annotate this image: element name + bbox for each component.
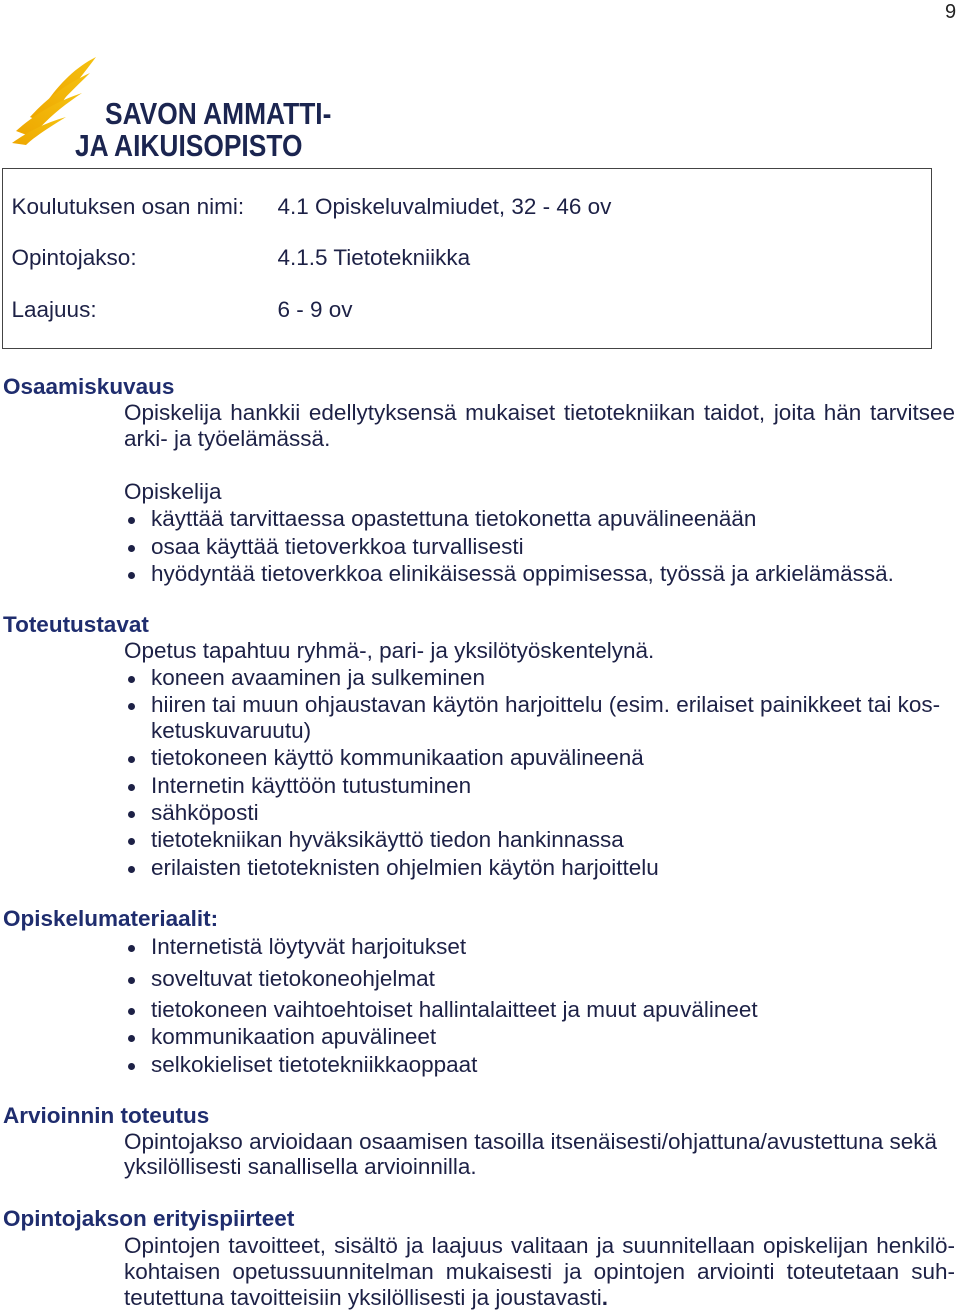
bullet-icon bbox=[128, 838, 135, 845]
bullet-text: tietokoneen vaihtoehtoiset hallintalaitteet ja muut apuvälineet bbox=[151, 997, 758, 1022]
bullet-text: tietokoneen käyttö kommunikaation apuvälineenä bbox=[151, 745, 644, 770]
paragraph-line: Opintojen tavoitteet, sisältö ja laajuus valitaan ja suunnitellaan opiskelijan henkilö- bbox=[124, 1233, 955, 1258]
bullet-icon bbox=[128, 811, 135, 818]
info-row-laajuus bbox=[3, 297, 923, 323]
bullet-item bbox=[0, 692, 960, 718]
bullet-icon bbox=[128, 572, 135, 579]
bullet-item bbox=[0, 997, 960, 1023]
info-box bbox=[2, 168, 932, 349]
bullet-text: tietotekniikan hyväksikäyttö tiedon hankinnassa bbox=[151, 827, 624, 852]
section-heading-osaamiskuvaus: Osaamiskuvaus bbox=[3, 374, 175, 399]
paragraph-line: Opiskelija hankkii edellytyksensä mukaiset tietotekniikan taidot, joita hän tarvitsee bbox=[124, 400, 955, 425]
bullet-icon bbox=[128, 1008, 135, 1015]
section-heading-erityispiirteet: Opintojakson erityispiirteet bbox=[3, 1206, 295, 1231]
logo-text-line1: SAVON AMMATTI- bbox=[105, 96, 332, 131]
bullet-item bbox=[0, 800, 960, 826]
bullet-item bbox=[0, 827, 960, 853]
paragraph-lead: Opiskelija bbox=[124, 479, 222, 504]
bullet-item bbox=[0, 966, 960, 992]
bullet-text: soveltuvat tietokoneohjelmat bbox=[151, 966, 435, 991]
bullet-item bbox=[0, 665, 960, 691]
info-value: 4.1 Opiskeluvalmiudet, 32 - 46 ov bbox=[277, 193, 612, 219]
info-row-koulutuksen-osa bbox=[3, 194, 923, 220]
bullet-icon bbox=[128, 1035, 135, 1042]
info-value: 4.1.5 Tietotekniikka bbox=[277, 244, 471, 270]
bullet-icon bbox=[128, 784, 135, 791]
bullet-item bbox=[0, 934, 960, 960]
paragraph-line: kohtaisen opetussuunnitelman mukaisesti ja opintojen arviointi toteutetaan suh- bbox=[124, 1259, 955, 1284]
bullet-item bbox=[0, 1024, 960, 1050]
bullet-text: hyödyntää tietoverkkoa elinikäisessä oppimisessa, työssä ja arkielämässä. bbox=[151, 561, 894, 586]
bullet-icon bbox=[128, 945, 135, 952]
bullet-item bbox=[0, 855, 960, 881]
paragraph-line: Opintojakso arvioidaan osaamisen tasoilla itsenäisesti/ohjattuna/avustettuna sekä bbox=[124, 1129, 937, 1154]
bullet-text: selkokieliset tietotekniikkaoppaat bbox=[151, 1052, 478, 1077]
bullet-text-continuation: ketuskuvaruutu) bbox=[151, 718, 312, 743]
bullet-icon bbox=[128, 703, 135, 710]
bullet-item bbox=[0, 773, 960, 799]
bullet-icon bbox=[128, 517, 135, 524]
section-heading-opiskelumateriaalit: Opiskelumateriaalit: bbox=[3, 906, 219, 931]
bullet-text: sähköposti bbox=[151, 800, 259, 825]
info-row-opintojakso bbox=[3, 245, 923, 271]
bullet-text: Internetistä löytyvät harjoitukset bbox=[151, 934, 467, 959]
bullet-icon bbox=[128, 1063, 135, 1070]
bullet-item bbox=[0, 1052, 960, 1078]
bullet-text: hiiren tai muun ohjaustavan käytön harjoittelu (esim. erilaiset painikkeet tai kos- bbox=[151, 692, 941, 717]
bullet-item bbox=[0, 506, 960, 532]
bullet-icon bbox=[128, 756, 135, 763]
paragraph-line: arki- ja työelämässä. bbox=[124, 426, 331, 451]
bullet-text: koneen avaaminen ja sulkeminen bbox=[151, 665, 485, 690]
page-number: 9 bbox=[945, 1, 957, 23]
section-heading-toteutustavat: Toteutustavat bbox=[3, 612, 149, 637]
info-label: Laajuus: bbox=[11, 296, 97, 322]
bullet-text: kommunikaation apuvälineet bbox=[151, 1024, 437, 1049]
bullet-icon bbox=[128, 977, 135, 984]
section-heading-arvioinnin-toteutus: Arvioinnin toteutus bbox=[3, 1103, 210, 1128]
bullet-item bbox=[0, 534, 960, 560]
paragraph-line bbox=[124, 1285, 608, 1311]
paragraph-line: yksilöllisesti sanallisella arvioinnilla. bbox=[124, 1154, 477, 1179]
paragraph-line-text: teutettuna tavoitteisiin yksilöllisesti ja joustavasti bbox=[124, 1285, 602, 1310]
bullet-icon bbox=[128, 866, 135, 873]
info-label: Opintojakso: bbox=[11, 244, 137, 270]
info-label: Koulutuksen osan nimi: bbox=[11, 193, 245, 219]
bullet-icon bbox=[128, 545, 135, 552]
bullet-icon bbox=[128, 676, 135, 683]
bullet-text: Internetin käyttöön tutustuminen bbox=[151, 773, 472, 798]
bullet-text: käyttää tarvittaessa opastettuna tietokonetta apuvälineenään bbox=[151, 506, 757, 531]
paragraph-line: Opetus tapahtuu ryhmä-, pari- ja yksilötyöskentelynä. bbox=[124, 638, 655, 663]
logo-text-line2: JA AIKUISOPISTO bbox=[75, 128, 303, 163]
bullet-text: erilaisten tietoteknisten ohjelmien käytön harjoittelu bbox=[151, 855, 659, 880]
info-value: 6 - 9 ov bbox=[277, 296, 353, 322]
bullet-item bbox=[0, 561, 960, 587]
bullet-text: osaa käyttää tietoverkkoa turvallisesti bbox=[151, 534, 524, 559]
final-period: . bbox=[601, 1285, 608, 1310]
bullet-item bbox=[0, 745, 960, 771]
